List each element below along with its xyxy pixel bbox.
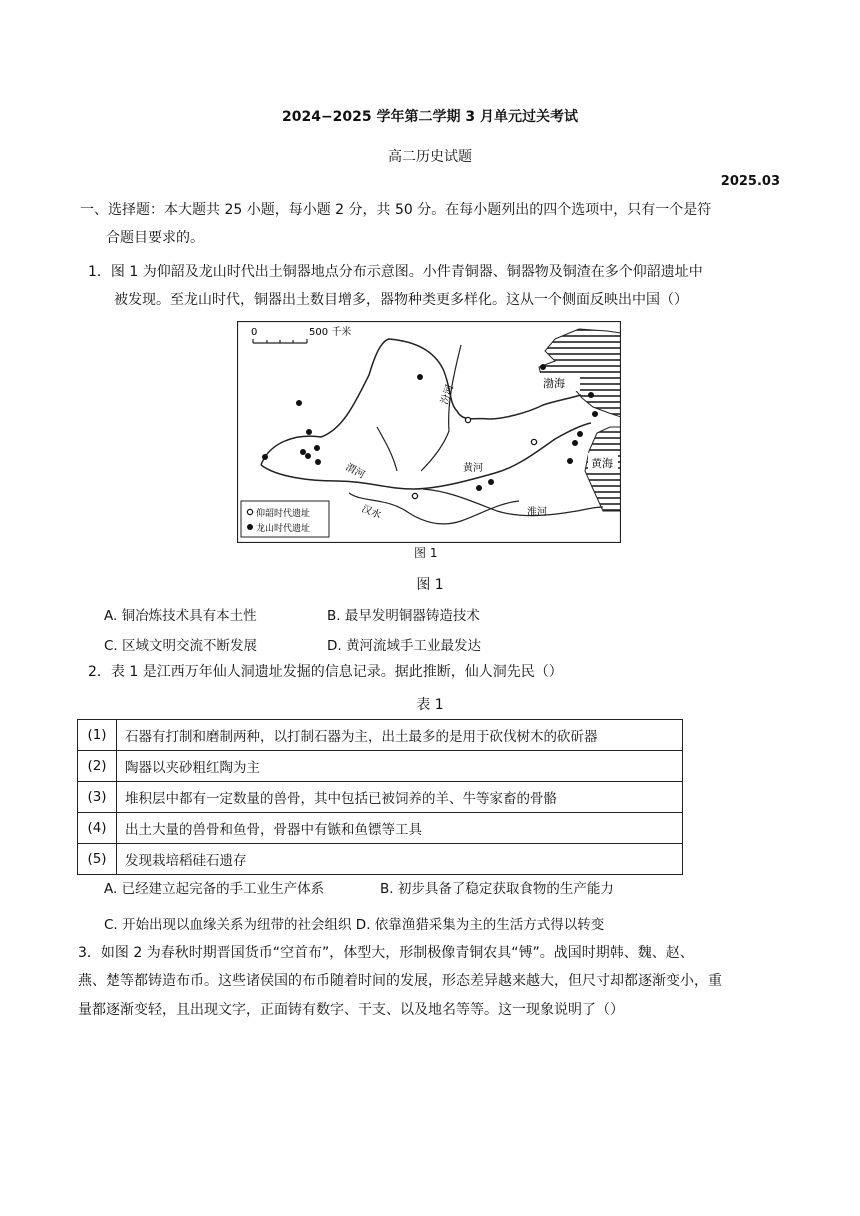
longshan-site: [488, 479, 494, 485]
yangshao-site: [465, 417, 470, 422]
legend-longshan-marker: [247, 524, 253, 530]
q1-option-c[interactable]: C. 区域文明交流不断发展: [104, 638, 258, 654]
exam-subtitle: 高二历史试题: [388, 149, 472, 165]
q3-stem-line3: 量都逐渐变轻，且出现文字，正面铸有数字、干支、以及地名等等。这一现象说明了（）: [78, 1002, 624, 1018]
fenhe-label: 汾河: [439, 383, 457, 406]
huanghai-label: 黄海: [591, 457, 613, 470]
q1-option-b[interactable]: B. 最早发明铜器铸造技术: [327, 608, 480, 624]
longshan-site: [300, 449, 306, 455]
row-text: 出土大量的兽骨和鱼骨，骨器中有镞和鱼镖等工具: [117, 813, 683, 844]
longshan-site: [305, 453, 311, 459]
q1-option-d[interactable]: D. 黄河流域手工业最发达: [327, 638, 481, 654]
longshan-site: [315, 459, 321, 465]
figure-1-caption: 图 1: [416, 577, 444, 593]
q2-option-c-d[interactable]: C. 开始出现以血缘关系为纽带的社会组织 D. 依靠渔猎采集为主的生活方式得以转变: [104, 917, 605, 933]
longshan-site: [262, 454, 268, 460]
longshan-site: [577, 431, 583, 437]
table-row: [78, 782, 683, 813]
longshan-site: [417, 374, 423, 380]
longshan-site: [588, 392, 594, 398]
exam-date: 2025.03: [720, 174, 780, 189]
section-instructions-line2: 合题目要求的。: [106, 230, 204, 246]
row-text: 发现栽培稻硅石遗存: [117, 844, 683, 875]
row-number: (2): [78, 751, 117, 782]
row-text: 陶器以夹砂粗红陶为主: [117, 751, 683, 782]
longshan-site: [476, 485, 482, 491]
q2-option-a[interactable]: A. 已经建立起完备的手工业生产体系: [104, 881, 325, 897]
q3-stem-line2: 燕、楚等都铸造布币。这些诸侯国的布币随着时间的发展，形态差异越来越大，但尺寸却都逐渐变小，重: [78, 973, 722, 989]
scale-label: 500 千米: [309, 327, 352, 338]
q1-option-a[interactable]: A. 铜冶炼技术具有本土性: [104, 608, 257, 624]
q3-stem-line1: 3．如图 2 为春秋时期晋国货币“空首布”，体型大，形制极像青铜农具“镈”。战国时期韩、魏、赵、: [78, 945, 694, 961]
exam-title: 2024−2025 学年第二学期 3 月单元过关考试: [281, 109, 579, 125]
q2-stem: 2．表 1 是江西万年仙人洞遗址发掘的信息记录。据此推断，仙人洞先民（）: [88, 664, 563, 680]
q1-stem-line1: 1．图 1 为仰韶及龙山时代出土铜器地点分布示意图。小件青铜器、铜器物及铜渣在多个仰韶遗址中: [88, 264, 703, 280]
row-text: 堆积层中都有一定数量的兽骨，其中包括已被饲养的羊、牛等家畜的骨骼: [117, 782, 683, 813]
yangshao-site: [412, 493, 417, 498]
table-row: [78, 751, 683, 782]
q2-table: [77, 719, 683, 875]
legend-longshan-label: 龙山时代遗址: [256, 524, 311, 534]
huaihe-label: 淮河: [527, 507, 547, 518]
hanshui-label: 汉水: [359, 503, 383, 522]
row-number: (1): [78, 720, 117, 751]
q1-stem-line2: 被发现。至龙山时代，铜器出土数目增多，器物种类更多样化。这从一个侧面反映出中国（）: [114, 292, 688, 308]
legend-yangshao-marker: [247, 509, 252, 514]
huanghe-label: 黄河: [463, 463, 483, 474]
longshan-site: [540, 364, 546, 370]
weihe-label: 渭河: [343, 461, 367, 482]
longshan-site: [592, 411, 598, 417]
longshan-site: [314, 445, 320, 451]
row-number: (4): [78, 813, 117, 844]
longshan-site: [306, 429, 312, 435]
row-number: (5): [78, 844, 117, 875]
q1-map-figure: [237, 321, 621, 543]
row-number: (3): [78, 782, 117, 813]
section-instructions-line1: 一、选择题：本大题共 25 小题，每小题 2 分，共 50 分。在每小题列出的四个选项中，只有一个是符: [80, 202, 712, 218]
map-inner-caption: 图 1: [414, 546, 438, 560]
longshan-site: [296, 400, 302, 406]
yangshao-site: [531, 439, 536, 444]
longshan-site: [567, 458, 573, 464]
row-text: 石器有打制和磨制两种，以打制石器为主，出土最多的是用于砍伐树木的砍斫器: [117, 720, 683, 751]
longshan-site: [572, 440, 578, 446]
bohai-label: 渤海: [543, 377, 565, 390]
table-row: [78, 844, 683, 875]
legend-yangshao-label: 仰韶时代遗址: [256, 509, 311, 519]
table-row: [78, 720, 683, 751]
scale-zero: 0: [251, 327, 258, 338]
q2-option-b[interactable]: B. 初步具备了稳定获取食物的生产能力: [380, 881, 614, 897]
table-1-caption: 表 1: [416, 697, 444, 713]
table-row: [78, 813, 683, 844]
